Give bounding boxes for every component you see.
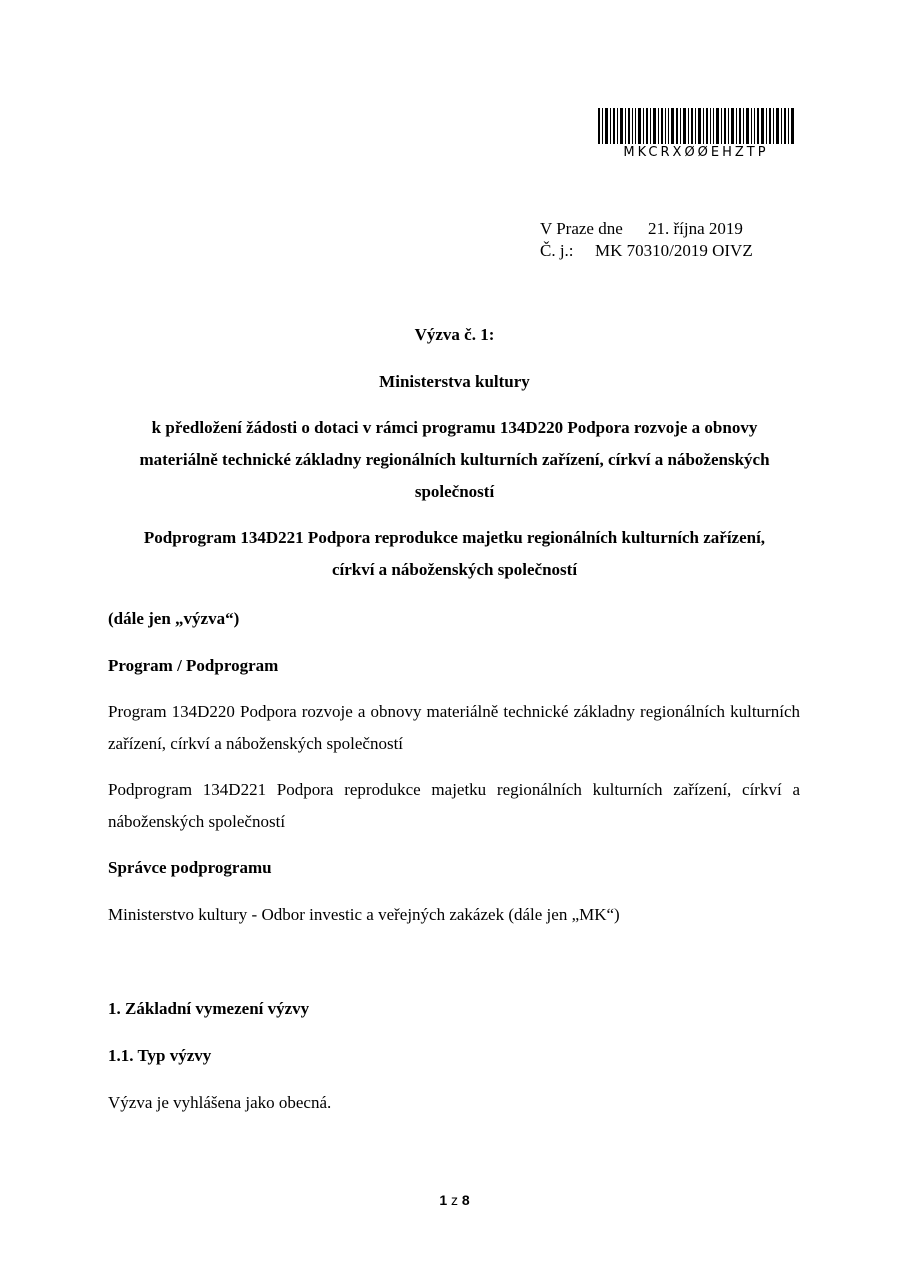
- page-separator: z: [451, 1192, 458, 1208]
- section-1-1-text: Výzva je vyhlášena jako obecná.: [108, 1093, 332, 1112]
- barcode: [598, 108, 794, 144]
- subprogram-title-2: církví a náboženských společností: [331, 560, 578, 579]
- ministry-title: Ministerstva kultury: [379, 372, 530, 391]
- page-number: [0, 1192, 909, 1208]
- section-1-heading: 1. Základní vymezení výzvy: [108, 999, 310, 1018]
- reference-number: MK 70310/2019 OIVZ: [595, 241, 753, 260]
- alias-note: (dále jen „výzva“): [108, 609, 240, 628]
- page-total: 8: [461, 1192, 470, 1208]
- subject-line-2: materiálně technické základny regionálních kulturních zařízení, církví a náboženských: [139, 450, 770, 469]
- call-title: Výzva č. 1:: [414, 325, 495, 344]
- reference-line: [540, 241, 753, 261]
- subprogram-title-1: Podprogram 134D221 Podpora reprodukce majetku regionálních kulturních zařízení,: [143, 528, 766, 547]
- admin-text: Ministerstvo kultury - Odbor investic a veřejných zakázek (dále jen „MK“): [108, 905, 620, 924]
- page-current: 1: [439, 1192, 448, 1208]
- reference-label: Č. j.:: [540, 241, 574, 260]
- subprogram-text: Podprogram 134D221 Podpora reprodukce majetku regionálních kulturních zařízení, církví a náboženských společností: [108, 780, 800, 831]
- subject-line-1: k předložení žádosti o dotaci v rámci programu 134D220 Podpora rozvoje a obnovy: [151, 418, 758, 437]
- subject-line-3: společností: [414, 482, 495, 501]
- program-heading: Program / Podprogram: [108, 656, 279, 675]
- date-line: [540, 219, 743, 239]
- section-1-1-heading: 1.1. Typ výzvy: [108, 1046, 212, 1065]
- program-text: Program 134D220 Podpora rozvoje a obnovy materiálně technické základny regionálních kulturních zařízení, církví a náboženských společností: [108, 702, 800, 753]
- date-value: 21. října 2019: [648, 219, 743, 238]
- barcode-code: MKCRXØØEHZTP: [623, 145, 769, 160]
- admin-heading: Správce podprogramu: [108, 858, 272, 877]
- place-label: V Praze dne: [540, 219, 623, 238]
